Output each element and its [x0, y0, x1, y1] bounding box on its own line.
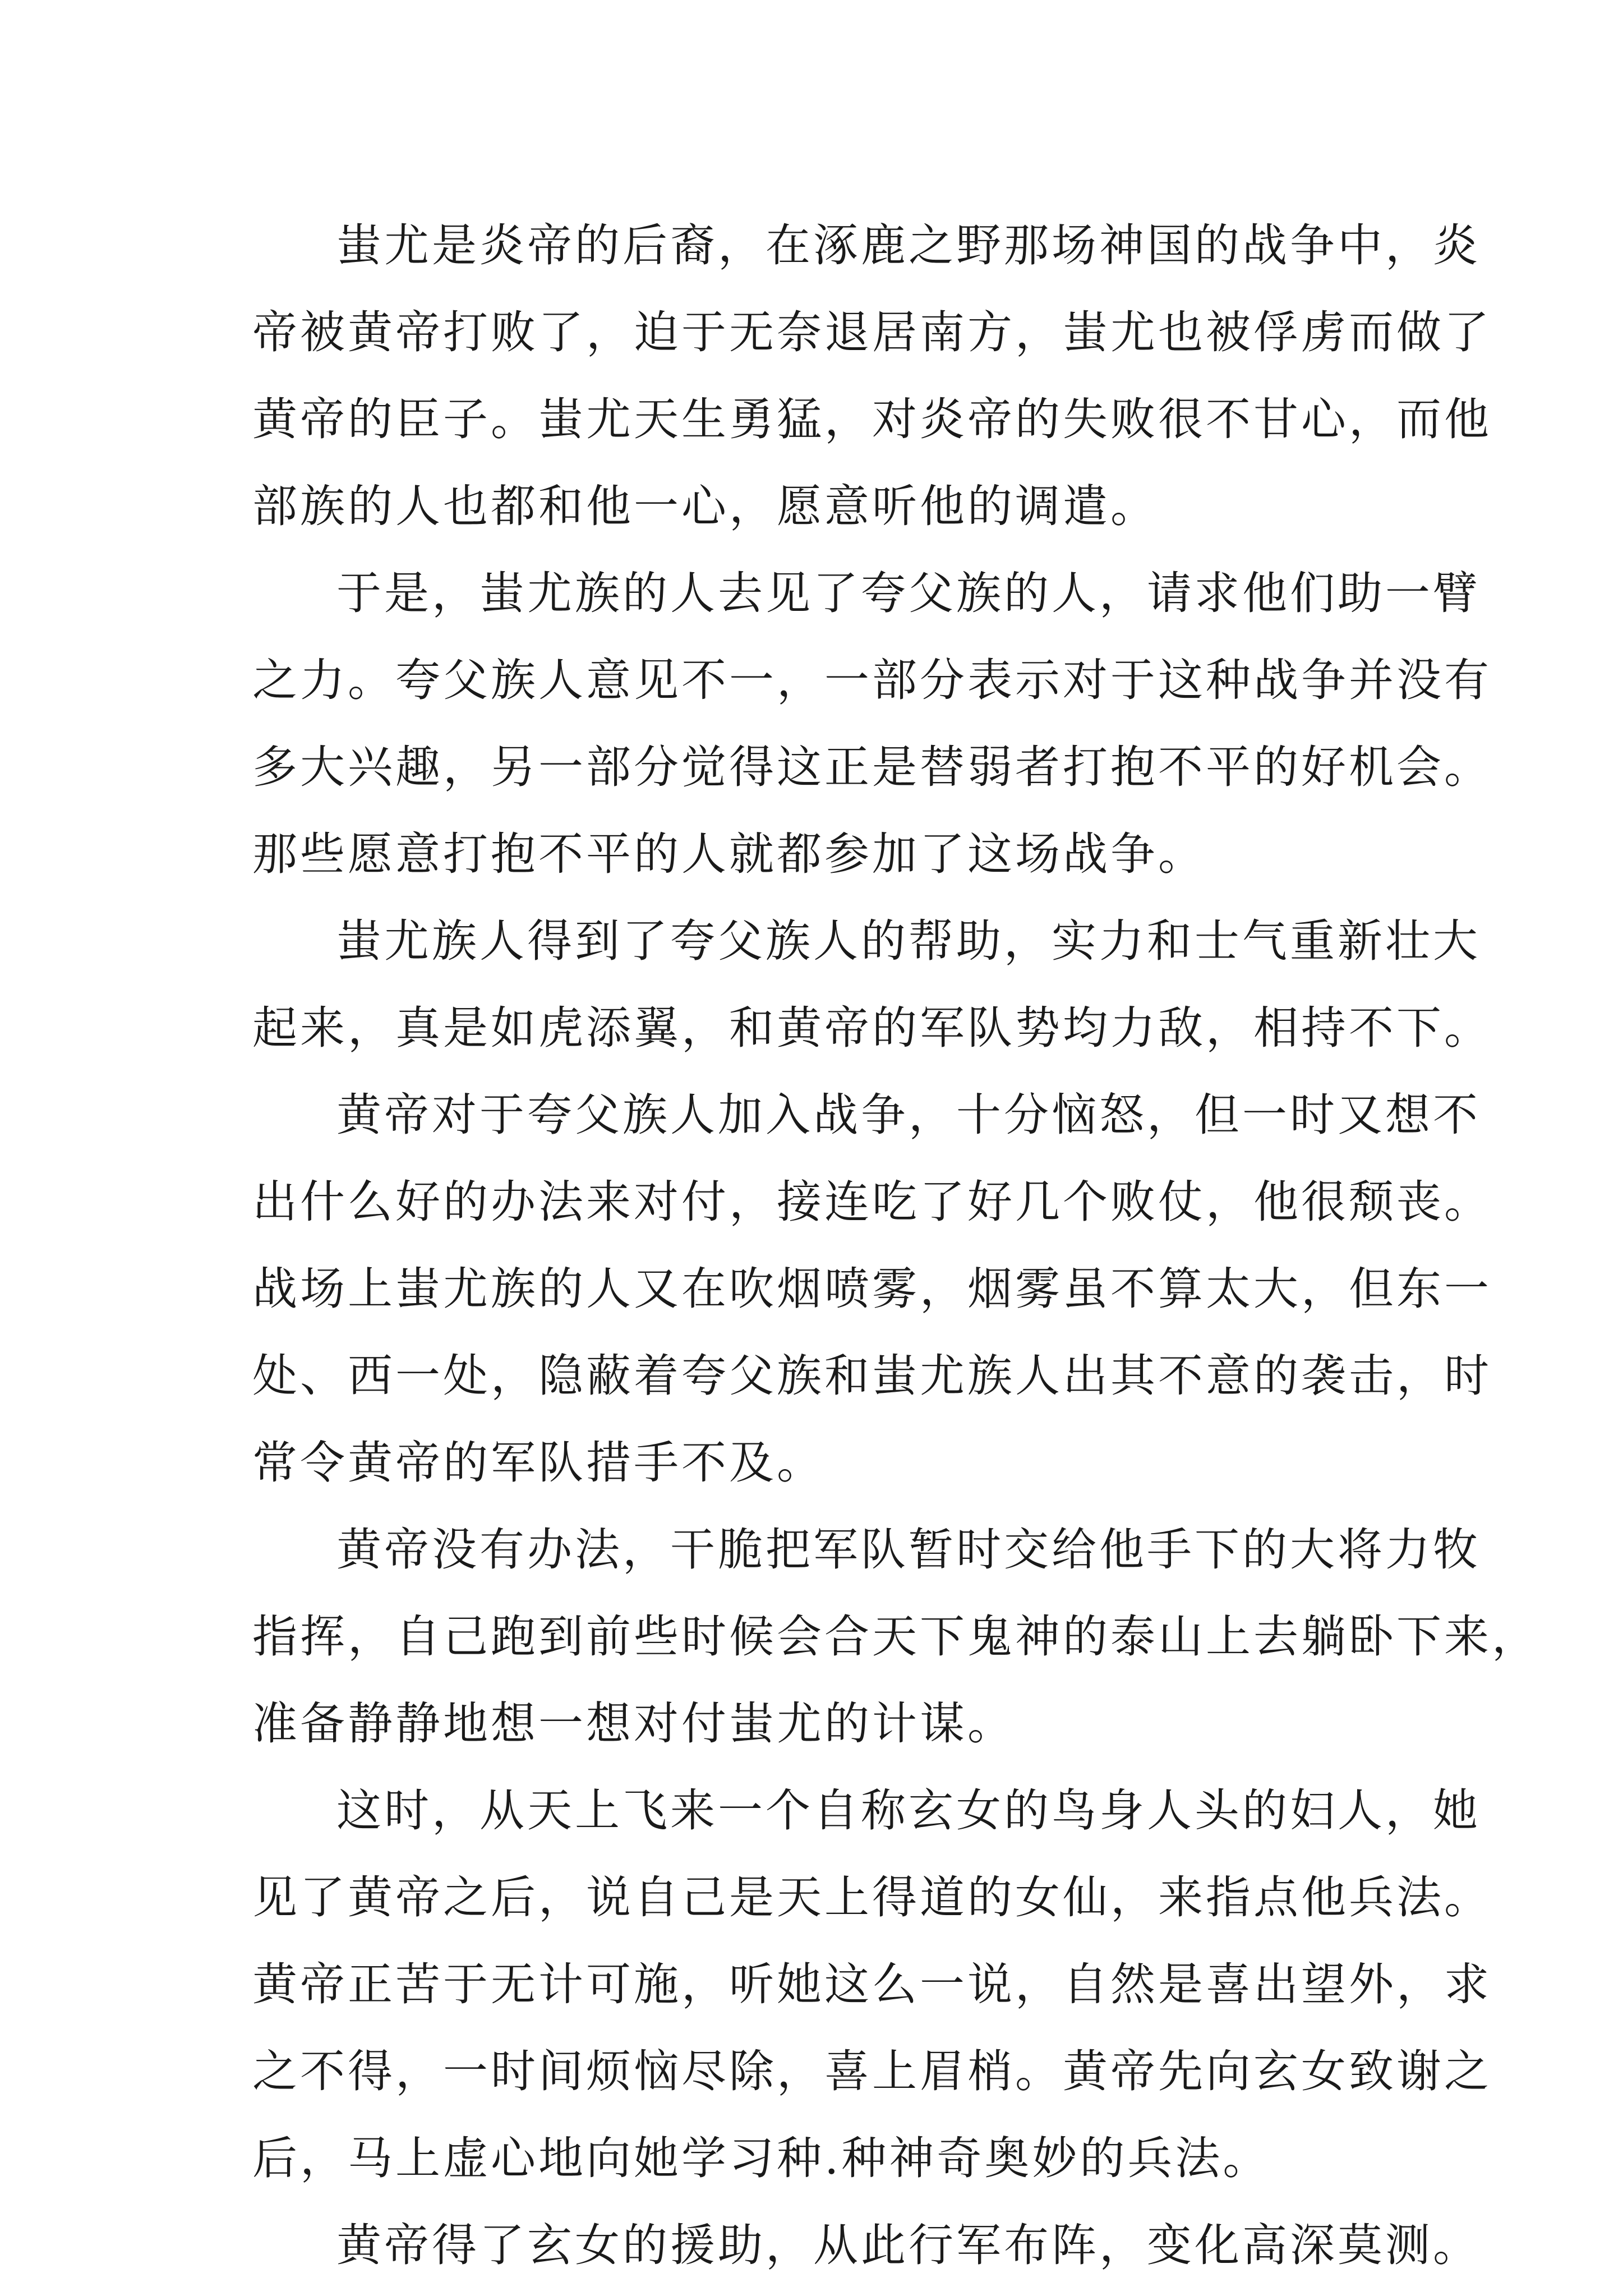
text-line: 见了黄帝之后，说自己是天上得道的女仙，来指点他兵法。 — [252, 1871, 1492, 1924]
text-line: 于是，蚩尤族的人去见了夸父族的人，请求他们助一臂 — [336, 567, 1481, 619]
text-line: 战场上蚩尤族的人又在吹烟喷雾，烟雾虽不算太大，但东一 — [252, 1263, 1492, 1315]
text-line: 之力。夸父族人意见不一，一部分表示对于这种战争并没有 — [252, 654, 1492, 706]
text-line: 那些愿意打抱不平的人就都参加了这场战争。 — [252, 828, 1206, 880]
text-line: 蚩尤族人得到了夸父族人的帮助，实力和士气重新壮大 — [336, 915, 1481, 967]
text-line: 黄帝没有办法，干脆把军队暂时交给他手下的大将力牧 — [336, 1524, 1481, 1576]
text-line: 出什么好的办法来对付，接连吃了好几个败仗，他很颓丧。 — [252, 1176, 1492, 1228]
text-line: 之不得，一时间烦恼尽除，喜上眉梢。黄帝先向玄女致谢之 — [252, 2045, 1492, 2097]
text-line: 后，马上虚心地向她学习种.种神奇奥妙的兵法。 — [252, 2132, 1271, 2184]
text-line: 起来，真是如虎添翼，和黄帝的军队势均力敌，相持不下。 — [252, 1002, 1492, 1054]
text-line: 帝被黄帝打败了，迫于无奈退居南方，蚩尤也被俘虏而做了 — [252, 306, 1492, 358]
text-line: 黄帝对于夸父族人加入战争，十分恼怒，但一时又想不 — [336, 1089, 1481, 1141]
text-line: 部族的人也都和他一心，愿意听他的调遣。 — [252, 480, 1158, 532]
text-line: 处、西一处，隐蔽着夸父族和蚩尤族人出其不意的袭击，时 — [252, 1350, 1492, 1402]
text-line: 黄帝得了玄女的援助，从此行军布阵，变化高深莫测。 — [336, 2219, 1481, 2271]
text-line: 这时，从天上飞来一个自称玄女的鸟身人头的妇人，她 — [336, 1784, 1481, 1837]
text-line: 黄帝正苦于无计可施，听她这么一说，自然是喜出望外，求 — [252, 1958, 1492, 2010]
document-body — [252, 202, 1539, 2289]
text-line: 黄帝的臣子。蚩尤天生勇猛，对炎帝的失败很不甘心，而他 — [252, 393, 1492, 445]
text-line: 蚩尤是炎帝的后裔，在涿鹿之野那场神国的战争中，炎 — [336, 219, 1481, 272]
text-line: 多大兴趣，另一部分觉得这正是替弱者打抱不平的好机会。 — [252, 741, 1492, 793]
text-line: 准备静静地想一想对付蚩尤的计谋。 — [252, 1697, 1015, 1750]
text-line: 指挥，自己跑到前些时候会合天下鬼神的泰山上去躺卧下来， — [252, 1611, 1539, 1663]
text-line: 常令黄帝的军队措手不及。 — [252, 1437, 824, 1489]
